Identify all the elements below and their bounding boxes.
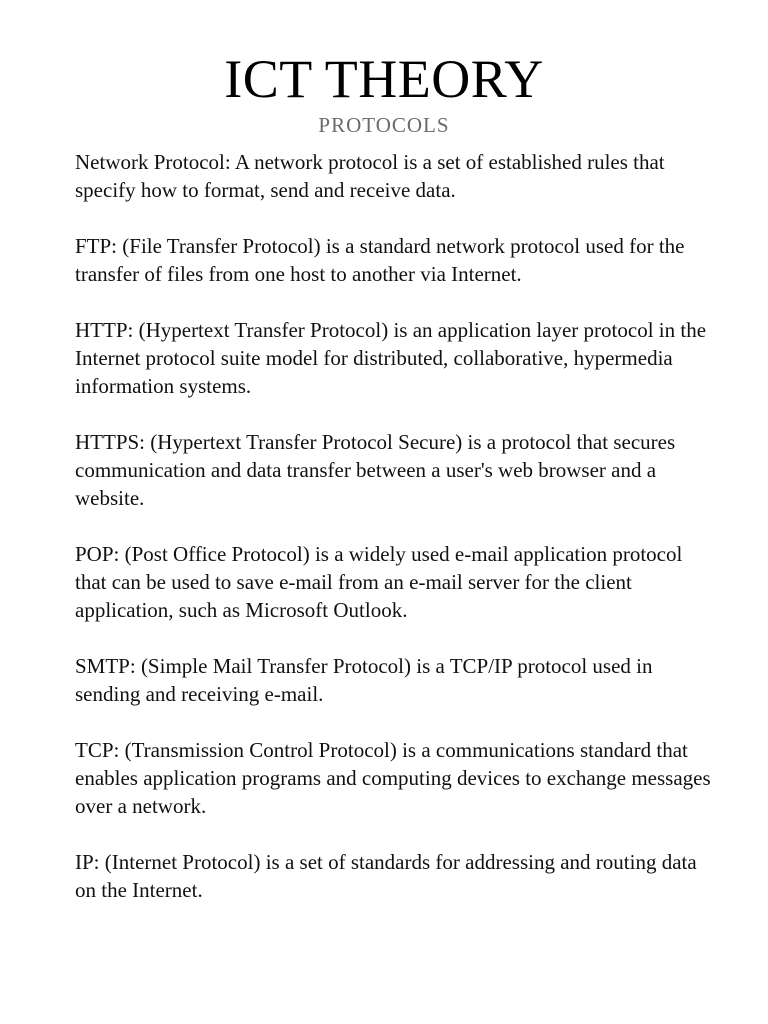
entry-network-protocol: Network Protocol: A network protocol is a set of established rules that specify how to format, send and receive data. <box>75 150 665 202</box>
page-subtitle: PROTOCOLS <box>318 113 450 137</box>
entry-ip: IP: (Internet Protocol) is a set of standards for addressing and routing data on the Internet. <box>75 850 697 902</box>
entry-pop: POP: (Post Office Protocol) is a widely used e-mail application protocol that can be used to save e-mail from an e-mail server for the client application, such as Microsoft Outlook. <box>75 542 683 622</box>
entry-tcp: TCP: (Transmission Control Protocol) is a communications standard that enables application programs and computing devices to exchange messages over a network. <box>75 738 711 818</box>
page-title: ICT THEORY <box>224 49 544 109</box>
entry-http: HTTP: (Hypertext Transfer Protocol) is an application layer protocol in the Internet protocol suite model for distributed, collaborative, hypermedia information systems. <box>75 318 707 398</box>
protocol-list <box>75 148 715 932</box>
entry-smtp: SMTP: (Simple Mail Transfer Protocol) is a TCP/IP protocol used in sending and receiving e-mail. <box>75 654 653 706</box>
entry-https: HTTPS: (Hypertext Transfer Protocol Secure) is a protocol that secures communication and data transfer between a user's web browser and a website. <box>75 430 676 510</box>
entry-ftp: FTP: (File Transfer Protocol) is a standard network protocol used for the transfer of files from one host to another via Internet. <box>75 234 685 286</box>
